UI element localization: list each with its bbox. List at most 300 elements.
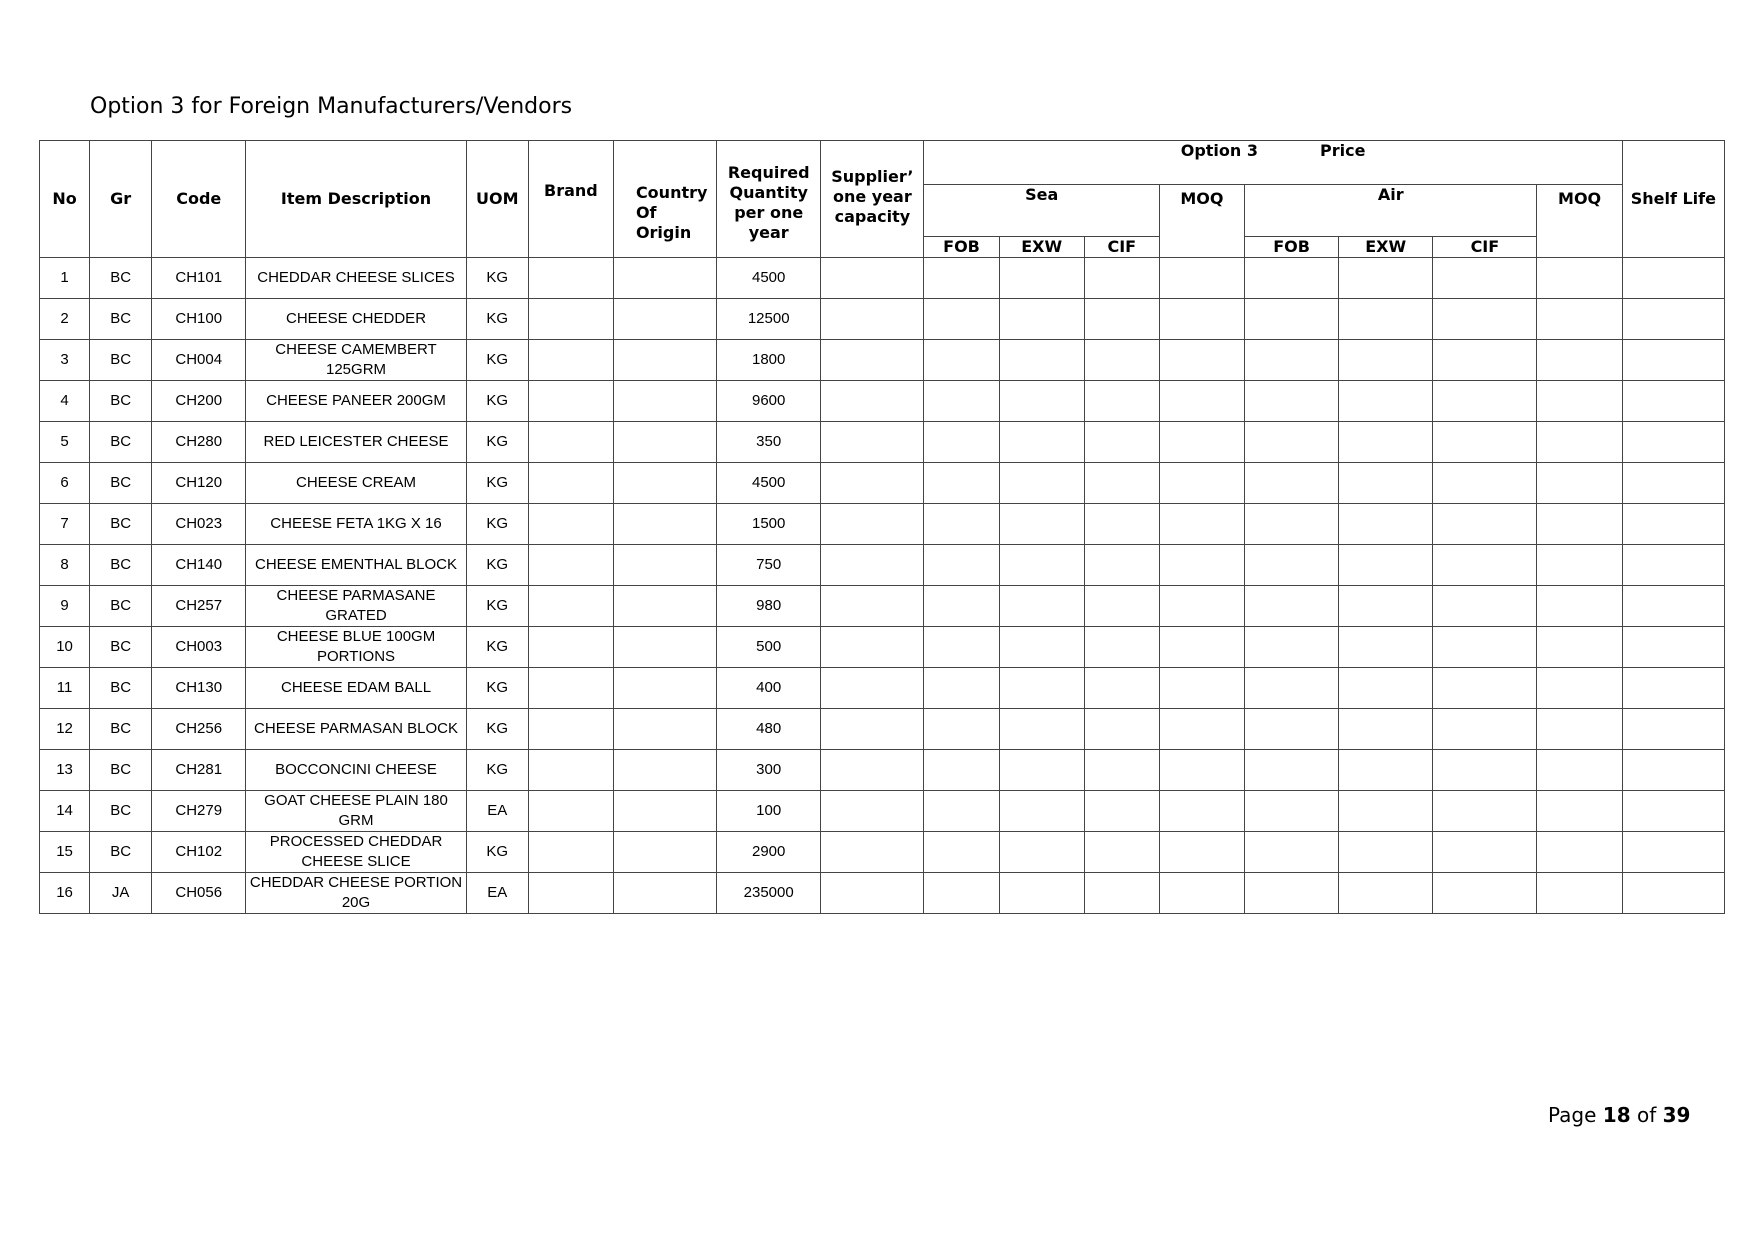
- cell-shelf-life: [1622, 873, 1724, 914]
- cell-required-quantity: 350: [717, 422, 821, 463]
- header-uom: UOM: [466, 141, 528, 258]
- cell-item-description: CHEESE PARMASAN BLOCK: [246, 709, 466, 750]
- cell-moq-air: [1537, 504, 1622, 545]
- cell-sea-cif: [1084, 586, 1159, 627]
- cell-air-cif: [1433, 258, 1537, 299]
- cell-air-cif: [1433, 463, 1537, 504]
- cell-air-fob: [1244, 545, 1338, 586]
- cell-air-cif: [1433, 873, 1537, 914]
- cell-air-exw: [1339, 750, 1433, 791]
- cell-item-description: GOAT CHEESE PLAIN 180 GRM: [246, 791, 466, 832]
- cell-air-exw: [1339, 873, 1433, 914]
- cell-brand: [528, 463, 613, 504]
- cell-sea-cif: [1084, 422, 1159, 463]
- cell-moq-air: [1537, 463, 1622, 504]
- cell-brand: [528, 627, 613, 668]
- cell-sea-exw: [999, 381, 1084, 422]
- header-shelf-life: Shelf Life: [1622, 141, 1724, 258]
- cell-country-of-origin: [613, 873, 716, 914]
- cell-country-of-origin: [613, 750, 716, 791]
- cell-shelf-life: [1622, 422, 1724, 463]
- cell-no: 16: [40, 873, 90, 914]
- cell-code: CH003: [152, 627, 246, 668]
- cell-shelf-life: [1622, 381, 1724, 422]
- cell-required-quantity: 300: [717, 750, 821, 791]
- cell-sea-exw: [999, 463, 1084, 504]
- cell-required-quantity: 235000: [717, 873, 821, 914]
- cell-supplier-capacity: [821, 709, 924, 750]
- cell-code: CH279: [152, 791, 246, 832]
- cell-air-exw: [1339, 340, 1433, 381]
- table-row: [40, 873, 1725, 914]
- cell-brand: [528, 832, 613, 873]
- cell-air-fob: [1244, 750, 1338, 791]
- cell-supplier-capacity: [821, 504, 924, 545]
- header-sea: Sea: [924, 185, 1159, 237]
- cell-country-of-origin: [613, 422, 716, 463]
- cell-country-of-origin: [613, 504, 716, 545]
- header-air-cif: CIF: [1433, 237, 1537, 258]
- cell-no: 12: [40, 709, 90, 750]
- cell-air-exw: [1339, 299, 1433, 340]
- cell-supplier-capacity: [821, 381, 924, 422]
- cell-air-cif: [1433, 832, 1537, 873]
- cell-sea-cif: [1084, 381, 1159, 422]
- cell-code: CH130: [152, 668, 246, 709]
- table-row: [40, 545, 1725, 586]
- cell-air-exw: [1339, 832, 1433, 873]
- cell-country-of-origin: [613, 791, 716, 832]
- cell-air-exw: [1339, 504, 1433, 545]
- cell-moq-sea: [1159, 709, 1244, 750]
- cell-uom: EA: [466, 873, 528, 914]
- cell-no: 10: [40, 627, 90, 668]
- cell-sea-exw: [999, 586, 1084, 627]
- cell-moq-air: [1537, 299, 1622, 340]
- cell-sea-fob: [924, 340, 999, 381]
- cell-no: 1: [40, 258, 90, 299]
- header-price: Price: [1320, 141, 1366, 160]
- cell-required-quantity: 1800: [717, 340, 821, 381]
- page-number: 18: [1602, 1103, 1631, 1127]
- cell-country-of-origin: [613, 832, 716, 873]
- cell-gr: BC: [90, 258, 152, 299]
- cell-air-exw: [1339, 422, 1433, 463]
- cell-brand: [528, 586, 613, 627]
- cell-sea-exw: [999, 340, 1084, 381]
- cell-sea-cif: [1084, 791, 1159, 832]
- cell-no: 11: [40, 668, 90, 709]
- cell-sea-exw: [999, 299, 1084, 340]
- cell-sea-exw: [999, 504, 1084, 545]
- header-air-fob: FOB: [1244, 237, 1338, 258]
- cell-supplier-capacity: [821, 545, 924, 586]
- cell-brand: [528, 791, 613, 832]
- cell-no: 4: [40, 381, 90, 422]
- cell-no: 6: [40, 463, 90, 504]
- cell-country-of-origin: [613, 709, 716, 750]
- cell-moq-sea: [1159, 832, 1244, 873]
- cell-supplier-capacity: [821, 299, 924, 340]
- cell-moq-air: [1537, 258, 1622, 299]
- cell-code: CH056: [152, 873, 246, 914]
- cell-country-of-origin: [613, 463, 716, 504]
- cell-air-fob: [1244, 873, 1338, 914]
- cell-code: CH004: [152, 340, 246, 381]
- cell-sea-fob: [924, 463, 999, 504]
- table-row: [40, 422, 1725, 463]
- cell-gr: BC: [90, 832, 152, 873]
- cell-moq-air: [1537, 627, 1622, 668]
- cell-sea-exw: [999, 832, 1084, 873]
- cell-moq-sea: [1159, 873, 1244, 914]
- cell-required-quantity: 480: [717, 709, 821, 750]
- table-row: [40, 668, 1725, 709]
- page-prefix: Page: [1548, 1103, 1597, 1127]
- cell-sea-cif: [1084, 627, 1159, 668]
- cell-sea-exw: [999, 791, 1084, 832]
- cell-sea-fob: [924, 545, 999, 586]
- cell-sea-cif: [1084, 340, 1159, 381]
- cell-air-cif: [1433, 750, 1537, 791]
- cell-gr: BC: [90, 504, 152, 545]
- cell-supplier-capacity: [821, 832, 924, 873]
- cell-no: 7: [40, 504, 90, 545]
- cell-sea-fob: [924, 709, 999, 750]
- cell-code: CH257: [152, 586, 246, 627]
- cell-supplier-capacity: [821, 258, 924, 299]
- cell-air-cif: [1433, 340, 1537, 381]
- cell-brand: [528, 340, 613, 381]
- header-sea-exw: EXW: [999, 237, 1084, 258]
- table-row: [40, 750, 1725, 791]
- cell-sea-cif: [1084, 873, 1159, 914]
- cell-country-of-origin: [613, 340, 716, 381]
- cell-gr: JA: [90, 873, 152, 914]
- cell-uom: KG: [466, 422, 528, 463]
- cell-supplier-capacity: [821, 586, 924, 627]
- cell-sea-fob: [924, 504, 999, 545]
- header-sea-cif: CIF: [1084, 237, 1159, 258]
- cell-air-cif: [1433, 504, 1537, 545]
- cell-code: CH280: [152, 422, 246, 463]
- cell-moq-sea: [1159, 668, 1244, 709]
- cell-gr: BC: [90, 422, 152, 463]
- cell-air-exw: [1339, 791, 1433, 832]
- cell-sea-fob: [924, 668, 999, 709]
- cell-brand: [528, 504, 613, 545]
- cell-sea-fob: [924, 422, 999, 463]
- cell-required-quantity: 400: [717, 668, 821, 709]
- table-row: [40, 504, 1725, 545]
- cell-no: 14: [40, 791, 90, 832]
- table-row: [40, 709, 1725, 750]
- cell-no: 13: [40, 750, 90, 791]
- cell-country-of-origin: [613, 381, 716, 422]
- cell-supplier-capacity: [821, 873, 924, 914]
- cell-moq-air: [1537, 791, 1622, 832]
- cell-moq-sea: [1159, 422, 1244, 463]
- cell-air-fob: [1244, 791, 1338, 832]
- cell-sea-cif: [1084, 463, 1159, 504]
- cell-air-fob: [1244, 627, 1338, 668]
- cell-uom: KG: [466, 258, 528, 299]
- cell-code: CH120: [152, 463, 246, 504]
- cell-item-description: CHEESE PANEER 200GM: [246, 381, 466, 422]
- cell-sea-fob: [924, 750, 999, 791]
- cell-required-quantity: 2900: [717, 832, 821, 873]
- cell-air-fob: [1244, 422, 1338, 463]
- cell-shelf-life: [1622, 545, 1724, 586]
- cell-no: 5: [40, 422, 90, 463]
- cell-country-of-origin: [613, 668, 716, 709]
- cell-shelf-life: [1622, 504, 1724, 545]
- cell-item-description: BOCCONCINI CHEESE: [246, 750, 466, 791]
- cell-moq-air: [1537, 832, 1622, 873]
- cell-sea-exw: [999, 627, 1084, 668]
- cell-required-quantity: 1500: [717, 504, 821, 545]
- cell-brand: [528, 668, 613, 709]
- cell-air-cif: [1433, 586, 1537, 627]
- cell-uom: KG: [466, 709, 528, 750]
- cell-supplier-capacity: [821, 791, 924, 832]
- table-row: [40, 832, 1725, 873]
- cell-shelf-life: [1622, 463, 1724, 504]
- cell-brand: [528, 258, 613, 299]
- cell-air-fob: [1244, 668, 1338, 709]
- header-country-of-origin: Country Of Origin: [613, 141, 716, 258]
- cell-moq-sea: [1159, 463, 1244, 504]
- cell-supplier-capacity: [821, 750, 924, 791]
- cell-supplier-capacity: [821, 463, 924, 504]
- cell-air-fob: [1244, 463, 1338, 504]
- cell-code: CH256: [152, 709, 246, 750]
- cell-gr: BC: [90, 340, 152, 381]
- cell-shelf-life: [1622, 832, 1724, 873]
- cell-moq-sea: [1159, 340, 1244, 381]
- cell-air-cif: [1433, 709, 1537, 750]
- cell-air-exw: [1339, 463, 1433, 504]
- cell-brand: [528, 873, 613, 914]
- cell-sea-fob: [924, 299, 999, 340]
- header-moq-air: MOQ: [1537, 185, 1622, 258]
- cell-supplier-capacity: [821, 668, 924, 709]
- header-gr: Gr: [90, 141, 152, 258]
- cell-sea-fob: [924, 381, 999, 422]
- cell-moq-air: [1537, 381, 1622, 422]
- cell-required-quantity: 100: [717, 791, 821, 832]
- cell-item-description: CHEESE EDAM BALL: [246, 668, 466, 709]
- cell-sea-exw: [999, 668, 1084, 709]
- cell-air-exw: [1339, 381, 1433, 422]
- page-footer: [1548, 1103, 1690, 1127]
- table-row: [40, 791, 1725, 832]
- cell-air-fob: [1244, 709, 1338, 750]
- table-body: [40, 258, 1725, 914]
- header-required-quantity: Required Quantity per one year: [717, 141, 821, 258]
- cell-gr: BC: [90, 709, 152, 750]
- cell-sea-exw: [999, 422, 1084, 463]
- cell-item-description: CHEESE EMENTHAL BLOCK: [246, 545, 466, 586]
- cell-country-of-origin: [613, 627, 716, 668]
- cell-sea-cif: [1084, 299, 1159, 340]
- cell-uom: KG: [466, 340, 528, 381]
- header-sea-fob: FOB: [924, 237, 999, 258]
- cell-uom: KG: [466, 545, 528, 586]
- cell-moq-sea: [1159, 504, 1244, 545]
- cell-required-quantity: 980: [717, 586, 821, 627]
- cell-item-description: CHEESE CAMEMBERT 125GRM: [246, 340, 466, 381]
- cell-sea-exw: [999, 545, 1084, 586]
- cell-uom: EA: [466, 791, 528, 832]
- cell-no: 15: [40, 832, 90, 873]
- cell-item-description: CHEESE PARMASANE GRATED: [246, 586, 466, 627]
- cell-moq-air: [1537, 340, 1622, 381]
- cell-moq-sea: [1159, 750, 1244, 791]
- cell-shelf-life: [1622, 709, 1724, 750]
- cell-code: CH100: [152, 299, 246, 340]
- cell-no: 2: [40, 299, 90, 340]
- header-code: Code: [152, 141, 246, 258]
- cell-shelf-life: [1622, 586, 1724, 627]
- cell-shelf-life: [1622, 668, 1724, 709]
- page-of: of: [1636, 1103, 1657, 1127]
- table-row: [40, 381, 1725, 422]
- cell-moq-air: [1537, 545, 1622, 586]
- cell-gr: BC: [90, 586, 152, 627]
- cell-shelf-life: [1622, 340, 1724, 381]
- cell-moq-sea: [1159, 381, 1244, 422]
- cell-moq-air: [1537, 873, 1622, 914]
- cell-air-exw: [1339, 668, 1433, 709]
- cell-required-quantity: 500: [717, 627, 821, 668]
- header-item-description: Item Description: [246, 141, 466, 258]
- cell-sea-fob: [924, 873, 999, 914]
- cell-item-description: RED LEICESTER CHEESE: [246, 422, 466, 463]
- cell-air-exw: [1339, 627, 1433, 668]
- cell-air-exw: [1339, 586, 1433, 627]
- cell-air-fob: [1244, 299, 1338, 340]
- cell-brand: [528, 709, 613, 750]
- cell-country-of-origin: [613, 545, 716, 586]
- cell-supplier-capacity: [821, 340, 924, 381]
- table-row: [40, 258, 1725, 299]
- cell-moq-sea: [1159, 258, 1244, 299]
- cell-air-cif: [1433, 668, 1537, 709]
- cell-uom: KG: [466, 381, 528, 422]
- cell-supplier-capacity: [821, 422, 924, 463]
- cell-air-exw: [1339, 709, 1433, 750]
- cell-air-cif: [1433, 299, 1537, 340]
- cell-sea-exw: [999, 258, 1084, 299]
- cell-sea-fob: [924, 791, 999, 832]
- cell-moq-air: [1537, 750, 1622, 791]
- cell-country-of-origin: [613, 258, 716, 299]
- cell-country-of-origin: [613, 299, 716, 340]
- cell-shelf-life: [1622, 627, 1724, 668]
- cell-no: 3: [40, 340, 90, 381]
- cell-required-quantity: 4500: [717, 463, 821, 504]
- cell-air-fob: [1244, 504, 1338, 545]
- cell-air-cif: [1433, 545, 1537, 586]
- cell-sea-exw: [999, 750, 1084, 791]
- cell-gr: BC: [90, 750, 152, 791]
- cell-sea-cif: [1084, 545, 1159, 586]
- cell-item-description: CHEESE FETA 1KG X 16: [246, 504, 466, 545]
- cell-gr: BC: [90, 791, 152, 832]
- cell-shelf-life: [1622, 791, 1724, 832]
- header-supplier-capacity: Supplier’ one year capacity: [821, 141, 924, 258]
- cell-item-description: CHEESE CREAM: [246, 463, 466, 504]
- cell-country-of-origin: [613, 586, 716, 627]
- cell-shelf-life: [1622, 299, 1724, 340]
- header-option3: Option 3: [1180, 141, 1258, 160]
- cell-air-fob: [1244, 258, 1338, 299]
- cell-code: CH101: [152, 258, 246, 299]
- cell-uom: KG: [466, 463, 528, 504]
- cell-brand: [528, 299, 613, 340]
- cell-sea-cif: [1084, 709, 1159, 750]
- cell-air-fob: [1244, 832, 1338, 873]
- cell-no: 9: [40, 586, 90, 627]
- cell-moq-air: [1537, 422, 1622, 463]
- cell-moq-sea: [1159, 545, 1244, 586]
- cell-sea-cif: [1084, 258, 1159, 299]
- table-row: [40, 586, 1725, 627]
- cell-item-description: CHEDDAR CHEESE SLICES: [246, 258, 466, 299]
- table-row: [40, 627, 1725, 668]
- cell-moq-air: [1537, 586, 1622, 627]
- header-option-price: [924, 141, 1622, 185]
- cell-sea-exw: [999, 709, 1084, 750]
- cell-item-description: CHEDDAR CHEESE PORTION 20G: [246, 873, 466, 914]
- cell-air-fob: [1244, 340, 1338, 381]
- cell-gr: BC: [90, 463, 152, 504]
- cell-code: CH102: [152, 832, 246, 873]
- quotation-table: [39, 140, 1725, 914]
- cell-shelf-life: [1622, 750, 1724, 791]
- header-no: No: [40, 141, 90, 258]
- cell-brand: [528, 381, 613, 422]
- cell-sea-fob: [924, 258, 999, 299]
- cell-air-fob: [1244, 586, 1338, 627]
- cell-air-cif: [1433, 791, 1537, 832]
- cell-brand: [528, 750, 613, 791]
- table-row: [40, 340, 1725, 381]
- cell-uom: KG: [466, 627, 528, 668]
- header-moq-sea: MOQ: [1159, 185, 1244, 258]
- cell-sea-fob: [924, 627, 999, 668]
- cell-gr: BC: [90, 668, 152, 709]
- cell-air-cif: [1433, 381, 1537, 422]
- header-air-exw: EXW: [1339, 237, 1433, 258]
- cell-code: CH140: [152, 545, 246, 586]
- cell-air-cif: [1433, 627, 1537, 668]
- cell-item-description: CHEESE BLUE 100GM PORTIONS: [246, 627, 466, 668]
- cell-moq-sea: [1159, 627, 1244, 668]
- table-row: [40, 463, 1725, 504]
- cell-required-quantity: 4500: [717, 258, 821, 299]
- page-total: 39: [1662, 1103, 1691, 1127]
- cell-uom: KG: [466, 299, 528, 340]
- cell-moq-sea: [1159, 299, 1244, 340]
- cell-sea-fob: [924, 832, 999, 873]
- header-brand: Brand: [528, 141, 613, 258]
- cell-brand: [528, 545, 613, 586]
- cell-required-quantity: 750: [717, 545, 821, 586]
- cell-sea-cif: [1084, 668, 1159, 709]
- cell-required-quantity: 12500: [717, 299, 821, 340]
